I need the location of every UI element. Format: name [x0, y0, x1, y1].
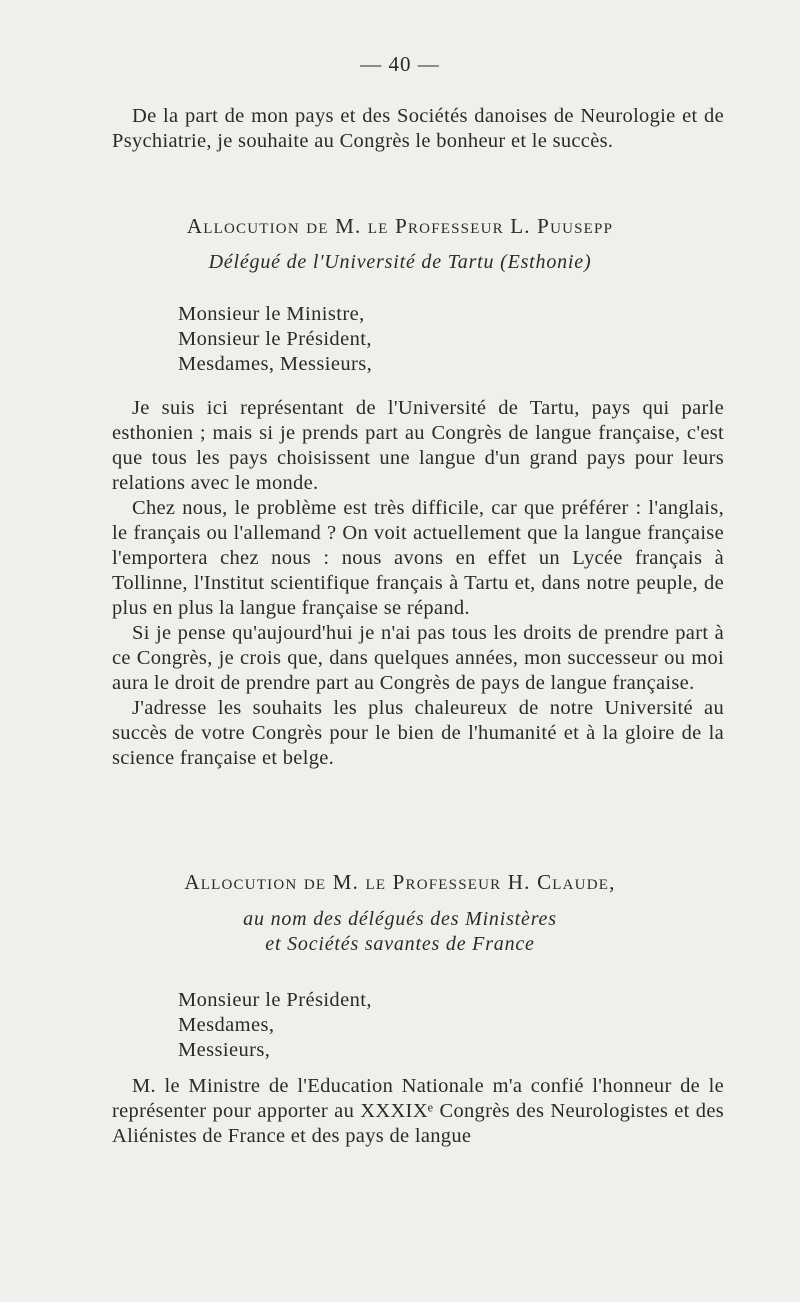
body-paragraph: J'adresse les souhaits les plus chaleureux de notre Université au succès de votre Congrès pour le bien de l'humanité et à la gloire de la science française et belge. — [112, 697, 724, 769]
intro-block — [112, 104, 724, 154]
body-paragraph: Chez nous, le problème est très difficile, car que préférer : l'anglais, le français ou l'allemand ? On voit actuellement que la langue française l'emportera chez nous : nous avons en effet un Lycée français à Tollinne, l'Institut scientifique français à Tartu et, dans notre peuple, de plus en plus la langue française se répand. — [112, 497, 724, 619]
intro-paragraph: De la part de mon pays et des Sociétés danoises de Neurologie et de Psychiatrie, je souhaite au Congrès le bonheur et le succès. — [112, 105, 724, 152]
salutation-line: Messieurs, — [178, 1039, 271, 1061]
salutation-line: Mesdames, — [178, 1014, 275, 1036]
body-paragraph: M. le Ministre de l'Education Nationale m'a confié l'honneur de le représenter pour apporter au XXXIXᵉ Congrès des Neurologistes et des Aliénistes de France et des pays de langue — [112, 1075, 724, 1147]
section2-subheading-2: et Sociétés savantes de France — [265, 933, 535, 955]
body-paragraph: Je suis ici représentant de l'Université de Tartu, pays qui parle esthonien ; mais si je prends part au Congrès de langue française, c'est que tous les pays choisissent une langue d'un grand pays pour leurs relations avec le monde. — [112, 397, 724, 494]
salutation-line: Mesdames, Messieurs, — [178, 353, 373, 375]
section1-heading: Allocution de M. le Professeur L. Puusepp — [186, 214, 614, 238]
page-number: — 40 — — [360, 52, 440, 76]
section2-heading: Allocution de M. le Professeur H. Claude, — [184, 870, 616, 894]
section1-salutations — [178, 302, 372, 377]
section2-salutations — [178, 988, 372, 1063]
body-paragraph: Si je pense qu'aujourd'hui je n'ai pas tous les droits de prendre part à ce Congrès, je crois que, dans quelques années, mon successeur ou moi aura le droit de prendre part au Congrès de pays de langue française. — [112, 622, 724, 694]
salutation-line: Monsieur le Président, — [178, 989, 372, 1011]
salutation-line: Monsieur le Ministre, — [178, 303, 365, 325]
salutation-line: Monsieur le Président, — [178, 328, 372, 350]
section1-subheading: Délégué de l'Université de Tartu (Esthonie) — [208, 251, 592, 273]
section2-body — [112, 1074, 724, 1149]
section1-body — [112, 396, 724, 771]
section2-subheading-1: au nom des délégués des Ministères — [243, 908, 557, 930]
